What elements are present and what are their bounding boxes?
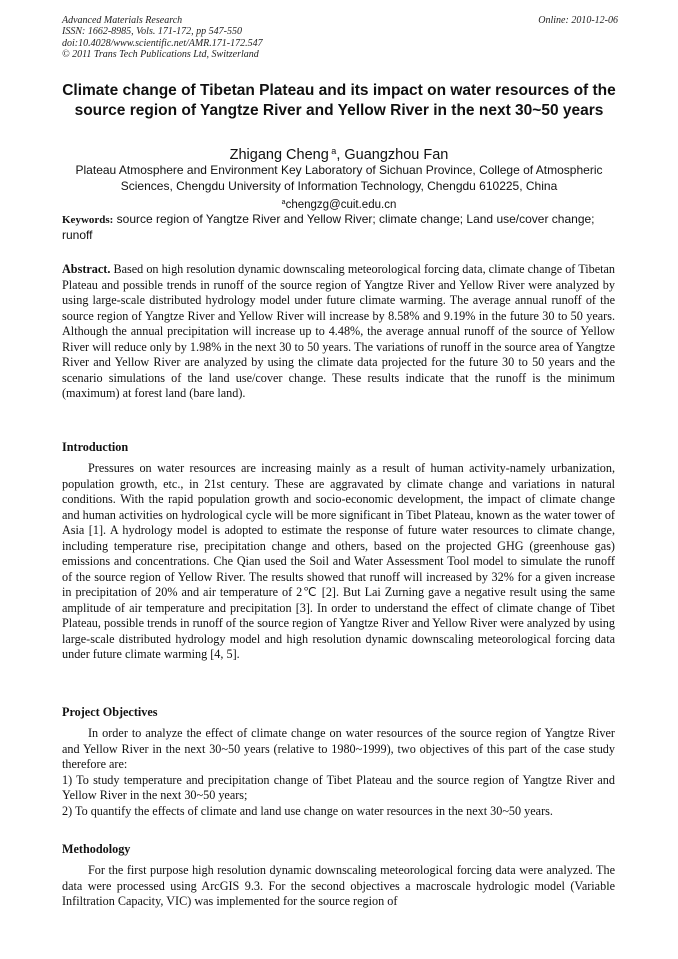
methodology-heading: Methodology <box>62 842 131 856</box>
methodology-text: For the first purpose high resolution dynamic downscaling meteorological forcing data were analyzed. The data were processed using ArcGIS 9.3. For the second objectives a macroscale hydrologic model (Variable Infiltration Capacity, VIC) was implemented for the source region of <box>62 863 615 908</box>
journal-info <box>62 15 618 61</box>
objectives-intro: In order to analyze the effect of climate change on water resources of the source region of Yangtze River and Yellow River in the next 30~50 years (relative to 1980~1999), two objectives of this part of the case study therefore are: <box>62 726 615 771</box>
objectives-section <box>62 726 615 819</box>
keywords <box>62 212 618 243</box>
author-separator: , <box>336 147 345 163</box>
paper-title: Climate change of Tibetan Plateau and its impact on water resources of the source region of Yangtze River and Yellow River in the next 30~50 years <box>62 82 616 119</box>
journal-doi[interactable]: doi:10.4028/www.scientific.net/AMR.171-172.547 <box>62 37 263 49</box>
author-1-affil-mark: a <box>331 146 337 156</box>
objectives-heading: Project Objectives <box>62 705 158 719</box>
online-date: Online: 2010-12-06 <box>538 15 618 26</box>
abstract <box>62 262 615 402</box>
keywords-label: Keywords: <box>62 214 114 226</box>
author-1: Zhigang Cheng <box>229 147 329 163</box>
objective-item: 2) To quantify the effects of climate and land use change on water resources in the next 30~50 years. <box>62 803 553 818</box>
email-mark: a <box>281 199 286 206</box>
abstract-label: Abstract. <box>62 262 111 276</box>
journal-issn: ISSN: 1662-8985, Vols. 171-172, pp 547-550 <box>62 26 242 38</box>
journal-copyright: © 2011 Trans Tech Publications Ltd, Switzerland <box>62 49 259 61</box>
journal-name: Advanced Materials Research <box>62 15 183 26</box>
objective-item: 1) To study temperature and precipitation change of Tibet Plateau and the source region of Yangtze River and Yellow River in the next 30~50 years; <box>62 772 615 802</box>
abstract-text: Based on high resolution dynamic downscaling meteorological forcing data, climate change of Tibetan Plateau and possible trends in runoff of the source region of Yangtze River and Yellow River were analyzed by using large-scale distributed hydrology model under future climate warming. The average annual runoff of the source region of Yangtze River and Yellow River will increase by 8.58% and 9.19% in the future 30 to 50 years. Although the annual precipitation will increase up to 4.48%, the average annual runoff of the source of Yellow River will reduce only by 1.98% in the next 30 to 50 years. The variations of runoff in the source area of Yangtze River and Yellow River are analyzed by using the climate data projected for the future 30 to 50 years and the scenario simulations of the land use/cover change. These results indicate that the runoff is the minimum (maximum) at forest land (bare land). <box>62 262 615 400</box>
author-2: Guangzhou Fan <box>344 147 449 163</box>
email-address[interactable]: chengzg@cuit.edu.cn <box>285 199 397 211</box>
introduction-heading: Introduction <box>62 440 129 454</box>
affiliation: Plateau Atmosphere and Environment Key Laboratory of Sichuan Province, College of Atmospheric Sciences, Chengdu University of Information Technology, Chengdu 610225, China <box>75 163 603 193</box>
introduction-text: Pressures on water resources are increasing mainly as a result of human activity-namely urbanization, population growth, etc., in 21st century. These are aggravated by climate change and variations in natural conditions. With the rapid population growth and socio-economic development, the impact of climate change and human activities on hydrological cycle will be more significant in Tibet Plateau, known as the water tower of Asia [1]. A hydrology model is adopted to estimate the response of future water resources to climate change, including temperature rise, precipitation change and others, based on the projected GHG (greenhouse gas) emissions and concentrations. Che Qian used the Soil and Water Assessment Tool model to simulate the runoff of the source region of Yellow River. The results showed that runoff will increased by 32% for a given increase in precipitation of 20% and air temperature of 2℃ [2]. But Lai Zurning gave a negative result using the same amplitude of air temperature and precipitation [3]. In order to understand the effect of climate change of Tibet Plateau, possible trends in runoff of the source region of Yangtze River and Yellow River were analyzed by using large-scale distributed hydrology model and high resolution dynamic downscaling meteorological forcing data under future climate warming [4, 5]. <box>62 461 615 661</box>
keywords-text: source region of Yangtze River and Yellow River; climate change; Land use/cover change; runoff <box>62 212 595 242</box>
authors-line <box>62 142 616 164</box>
email-line <box>62 196 616 212</box>
journal-header <box>62 15 618 61</box>
